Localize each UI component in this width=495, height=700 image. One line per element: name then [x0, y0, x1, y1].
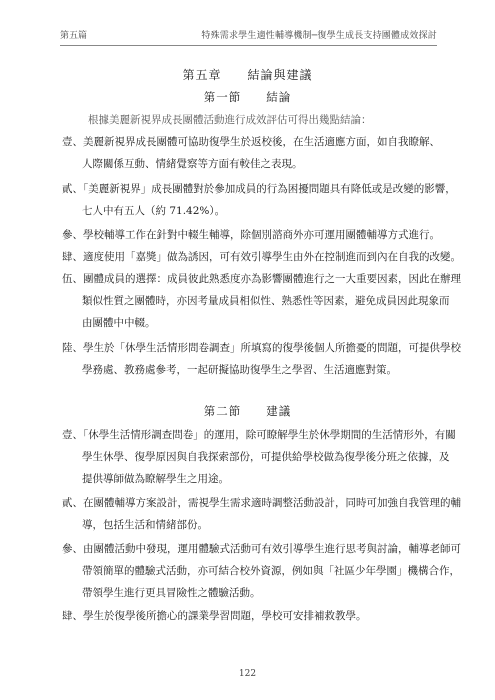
recommendation-item-2-line-1: 貳、在團體輔導方案設計，需視學生需求適時調整活動設計，同時可加強自我管理的輔: [62, 497, 461, 509]
recommendation-item-1-line-1: 壹、「休學生活情形調查問卷」的運用，除可瞭解學生於休學期間的生活情形外，有關: [62, 429, 456, 441]
section-title-recommendations: 第二節 建議: [203, 404, 292, 418]
recommendation-item-3-line-1: 參、由團體活動中發現，運用體驗式活動可有效引導學生進行思考與討論，輔導老師可: [62, 543, 461, 555]
recommendation-item-3-line-3: 帶領學生進行更具冒險性之體驗活動。: [82, 587, 261, 599]
conclusion-item-3: 參、學校輔導工作在針對中輟生輔導，除個別諮商外亦可運用團體輔導方式進行。: [62, 229, 440, 241]
chapter-title: 第五章 結論與建議: [182, 68, 313, 82]
conclusion-item-5-line-3: 由團體中中輟。: [82, 317, 156, 329]
conclusion-item-4: 肆、適度使用「嘉獎」做為誘因，可有效引導學生由外在控制進而到內在自我的改變。: [62, 251, 461, 263]
conclusion-item-2-line-1: 貳、「美麗新視界」成長團體對於參加成員的行為困擾問題具有降低或是改變的影響，: [62, 183, 456, 195]
section-title-conclusions: 第一節 結論: [203, 90, 292, 104]
conclusion-item-6-line-2: 學務處、教務處參考，一起研擬協助復學生之學習、生活適應對策。: [82, 364, 397, 376]
recommendation-item-1-line-2: 學生休學、復學原因與自我探索部份，可提供給學校做為復學後分班之依據，及: [82, 451, 450, 463]
conclusion-item-6-line-1: 陸、學生於「休學生活情形問卷調查」所填寫的復學後個人所擔憂的問題，可提供學校: [62, 342, 461, 354]
recommendation-item-4: 肆、學生於復學後所擔心的課業學習問題，學校可安排補救教學。: [62, 610, 367, 622]
page-number: 122: [238, 669, 257, 679]
recommendation-item-3-line-2: 帶領簡單的體驗式活動，亦可結合校外資源，例如與「社區少年學園」機構合作，: [82, 565, 460, 577]
running-header: [60, 28, 437, 44]
conclusion-item-2-line-2: 七人中有五人（約 71.42%）。: [82, 205, 226, 217]
header-divider: [60, 45, 437, 46]
intro-paragraph: 根據美麗新視界成長團體活動進行成效評估可得出幾點結論：: [88, 114, 372, 126]
conclusion-item-1-line-1: 壹、美麗新視界成長團體可協助復學生於返校後，在生活適應方面，如自我瞭解、: [62, 136, 440, 148]
header-document-title: 特殊需求學生適性輔導機制─復學生成長支持團體成效探討: [201, 31, 437, 41]
recommendation-item-2-line-2: 導，包括生活和情緒部份。: [82, 519, 208, 531]
conclusion-item-5-line-2: 類似性質之團體時，亦因考量成員相似性、熟悉性等因素，避免成員因此現象而: [82, 295, 450, 307]
conclusion-item-1-line-2: 人際關係互動、情緒覺察等方面有較佳之表現。: [82, 158, 303, 170]
conclusion-item-5-line-1: 伍、團體成員的選擇：成員彼此熟悉度亦為影響團體進行之一大重要因素，因此在辦理: [62, 273, 461, 285]
recommendation-item-1-line-3: 提供導師做為瞭解學生之用途。: [82, 473, 229, 485]
header-chapter-label: 第五篇: [60, 31, 88, 41]
